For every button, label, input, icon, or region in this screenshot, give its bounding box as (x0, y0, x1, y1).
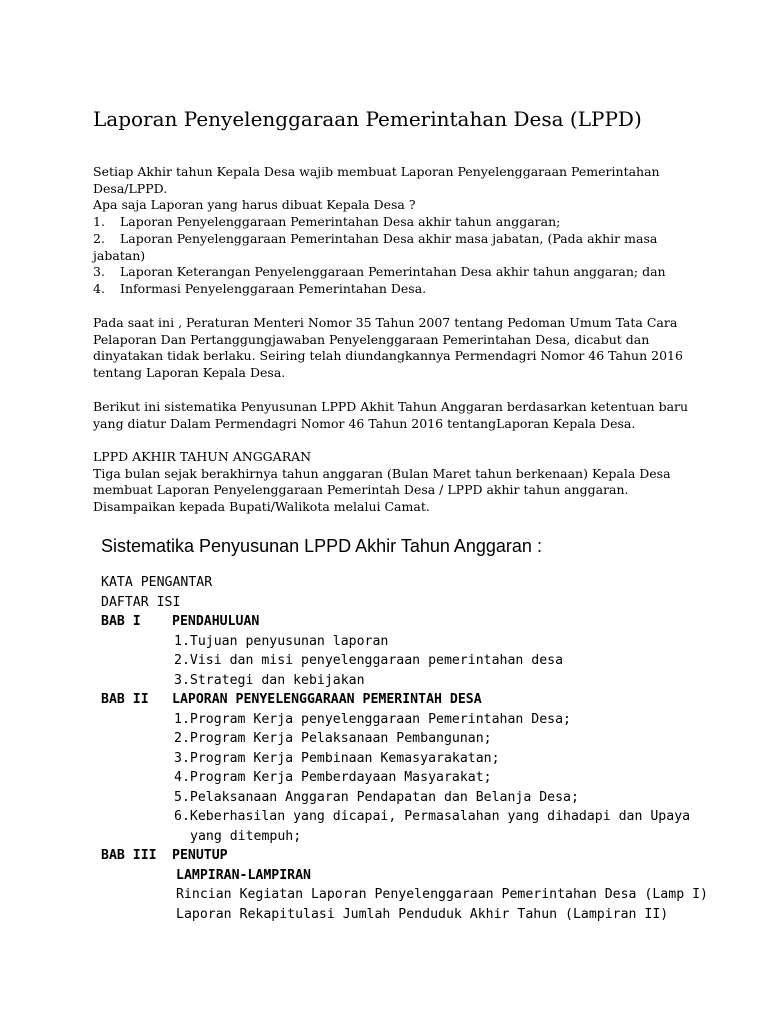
list-item (93, 281, 666, 298)
toc-row (101, 632, 741, 652)
toc-item: Rincian Kegiatan Laporan Penyelenggaraan Pemerintahan Desa (Lamp I) (176, 887, 708, 902)
toc-row (101, 788, 741, 808)
bab-label: BAB II (101, 692, 149, 707)
paragraph-line: Disampaikan kepada Bupati/Walikota melalui Camat. (93, 499, 430, 515)
bab-label: BAB III (101, 848, 157, 863)
kata-pengantar: KATA PENGANTAR (101, 575, 213, 590)
paragraph-line: tentang Laporan Kepala Desa. (93, 365, 286, 381)
toc-row (101, 807, 741, 827)
bab-title: LAPORAN PENYELENGGARAAN PEMERINTAH DESA (172, 692, 482, 707)
report-types-list (93, 214, 666, 298)
toc-item: Laporan Rekapitulasi Jumlah Penduduk Akhir Tahun (Lampiran II) (176, 906, 669, 922)
paragraph-line: Pada saat ini , Peraturan Menteri Nomor 35 Tahun 2007 tentang Pedoman Umum Tata Cara (93, 315, 678, 330)
regulation-paragraph (93, 315, 683, 382)
paragraph-line: Tiga bulan sejak berakhirnya tahun anggaran (Bulan Maret tahun berkenaan) Kepala Desa (93, 465, 671, 481)
list-number: 2. (93, 230, 105, 246)
list-text: Laporan Penyelenggaraan Pemerintahan Desa akhir tahun anggaran; (120, 214, 561, 230)
outline-toc (101, 573, 741, 924)
toc-row (101, 846, 741, 866)
toc-row (101, 612, 741, 632)
intro-line: Desa/LPPD. (93, 180, 168, 196)
paragraph-line: Berikut ini sistematika Penyusunan LPPD Akhit Tahun Anggaran berdasarkan ketentuan baru (93, 399, 689, 414)
toc-item: 6.Keberhasilan yang dicapai, Permasalahan yang dihadapi dan Upaya (174, 809, 691, 824)
toc-item: 5.Pelaksanaan Anggaran Pendapatan dan Belanja Desa; (174, 789, 579, 805)
paragraph-line: dinyatakan tidak berlaku. Seiring telah diundangkannya Permendagri Nomor 46 Tahun 2016 (93, 348, 683, 364)
toc-item: 1.Program Kerja penyelenggaraan Pemerintahan Desa; (174, 711, 571, 727)
list-item (93, 231, 666, 248)
bab-label: BAB I (101, 614, 141, 629)
toc-item: 2.Program Kerja Pelaksanaan Pembangunan; (174, 731, 492, 746)
toc-item: 1.Tujuan penyusunan laporan (174, 633, 389, 649)
toc-item: 2.Visi dan misi penyelenggaraan pemerintahan desa (174, 653, 564, 668)
list-text: Laporan Keterangan Penyelenggaraan Pemerintahan Desa akhir tahun anggaran; dan (120, 264, 666, 280)
toc-row (101, 866, 741, 886)
list-text: Informasi Penyelenggaraan Pemerintahan Desa. (120, 280, 427, 296)
paragraph-line: membuat Laporan Penyelenggaraan Pemerintah Desa / LPPD akhir tahun anggaran. (93, 482, 629, 498)
toc-row (101, 768, 741, 788)
list-text: jabatan) (93, 247, 146, 263)
toc-item: 4.Program Kerja Pemberdayaan Masyarakat; (174, 770, 492, 785)
list-text: Laporan Penyelenggaraan Pemerintahan Desa akhir masa jabatan, (Pada akhir masa (120, 230, 658, 246)
bab-title: PENUTUP (172, 848, 228, 863)
toc-row (101, 690, 741, 710)
list-number: 1. (93, 214, 105, 230)
paragraph-line: LPPD AKHIR TAHUN ANGGARAN (93, 449, 312, 464)
systematics-paragraph (93, 399, 688, 432)
toc-row (101, 573, 741, 593)
list-number: 3. (93, 264, 105, 280)
intro-paragraph (93, 164, 666, 298)
lppd-paragraph (93, 449, 671, 516)
toc-item: 3.Strategi dan kebijakan (174, 672, 365, 688)
toc-row (101, 749, 741, 769)
intro-line: Apa saja Laporan yang harus dibuat Kepala Desa ? (93, 197, 416, 213)
list-item-continuation (93, 248, 666, 265)
toc-row (101, 593, 741, 613)
lampiran-title: LAMPIRAN-LAMPIRAN (176, 867, 311, 883)
daftar-isi: DAFTAR ISI (101, 594, 181, 610)
intro-line: Setiap Akhir tahun Kepala Desa wajib membuat Laporan Penyelenggaraan Pemerintahan (93, 164, 660, 179)
document-title: Laporan Penyelenggaraan Pemerintahan Desa (LPPD) (93, 107, 642, 131)
toc-row (101, 729, 741, 749)
outline-heading: Sistematika Penyusunan LPPD Akhir Tahun Anggaran : (101, 536, 542, 556)
list-number: 4. (93, 280, 105, 296)
toc-row (101, 885, 741, 905)
toc-row (101, 710, 741, 730)
toc-row (101, 671, 741, 691)
toc-item-continuation: yang ditempuh; (190, 828, 302, 844)
toc-row (101, 827, 741, 847)
toc-item: 3.Program Kerja Pembinaan Kemasyarakatan; (174, 750, 500, 766)
paragraph-line: yang diatur Dalam Permendagri Nomor 46 Tahun 2016 tentangLaporan Kepala Desa. (93, 415, 636, 431)
toc-row (101, 651, 741, 671)
list-item (93, 264, 666, 281)
paragraph-line: Pelaporan Dan Pertanggungjawaban Penyelenggaraan Pemerintahan Desa, dicabut dan (93, 331, 650, 347)
bab-title: PENDAHULUAN (172, 614, 260, 629)
list-item (93, 214, 666, 231)
toc-row (101, 905, 741, 925)
